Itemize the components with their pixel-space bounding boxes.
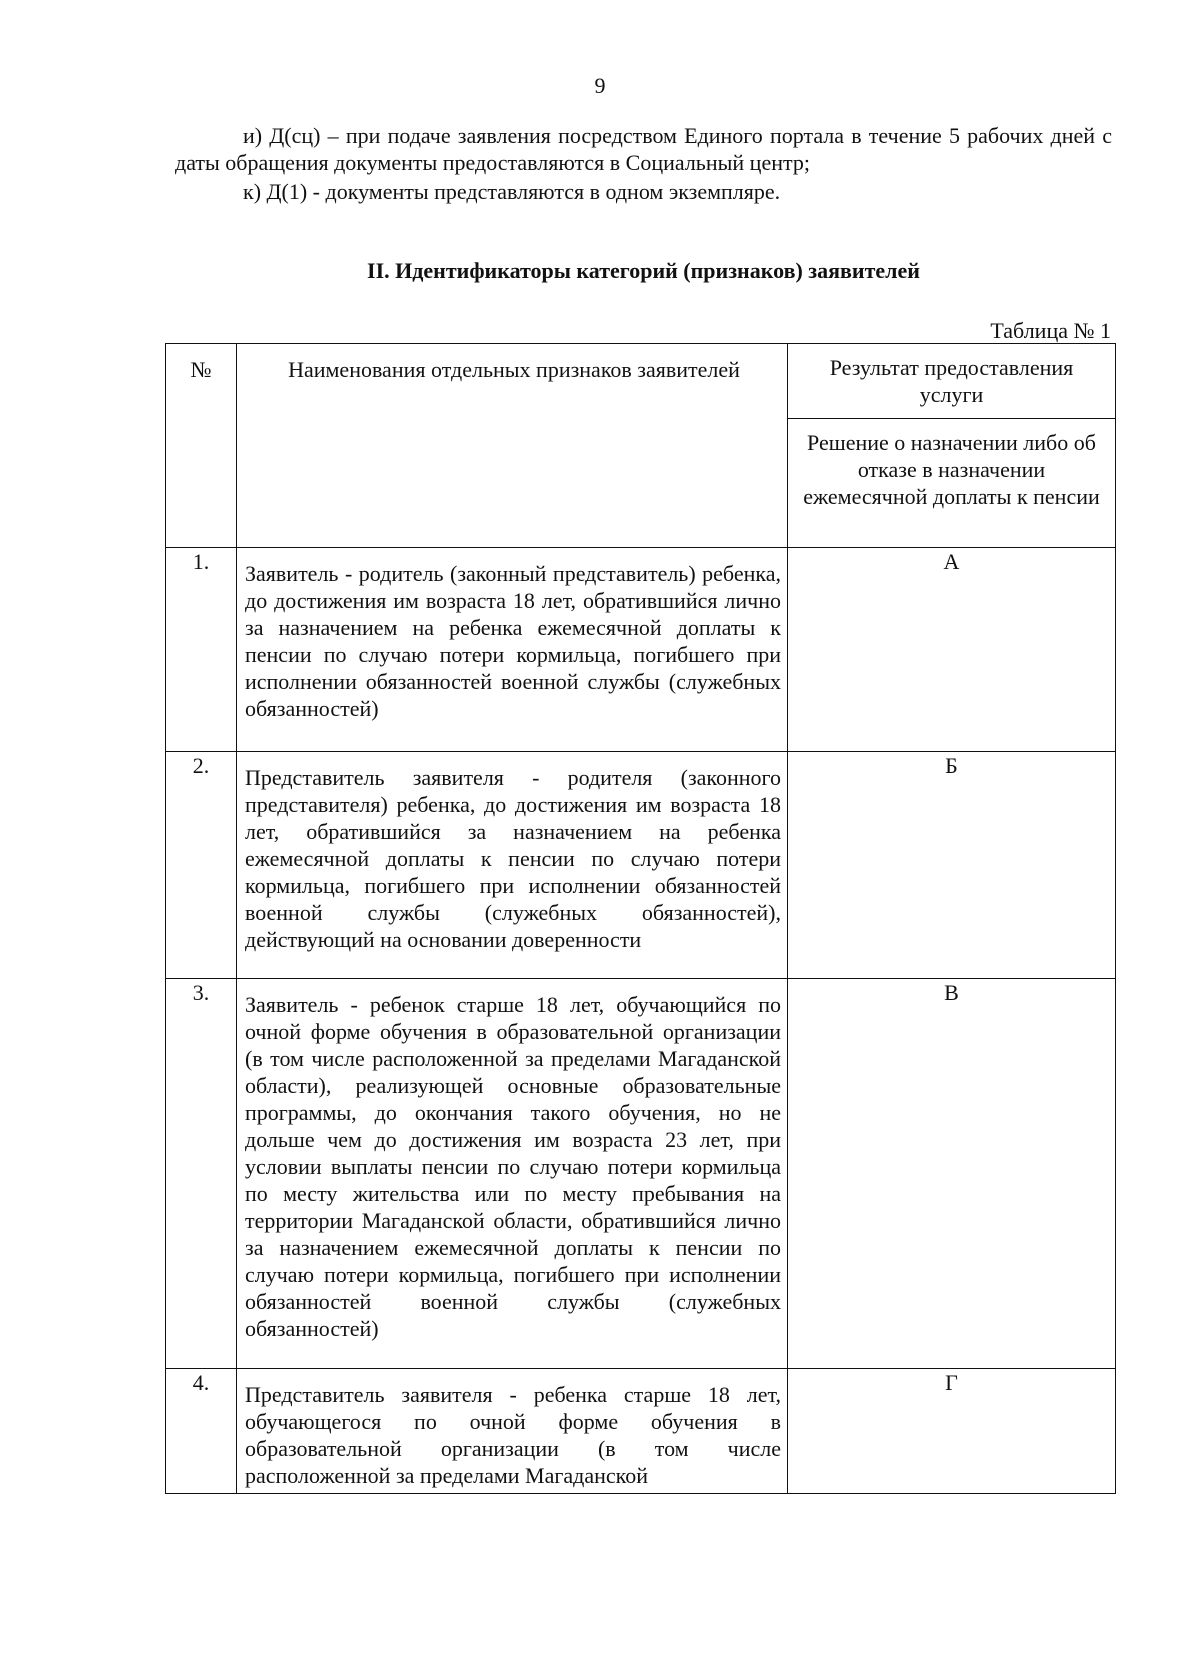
table-row xyxy=(166,752,1116,979)
page-number: 9 xyxy=(594,73,606,98)
applicant-categories-table xyxy=(165,343,1116,1494)
row-code: В xyxy=(788,979,1116,1369)
row-num: 4. xyxy=(166,1369,237,1494)
paragraph-item-i: и) Д(сц) – при подаче заявления посредством Единого портала в течение 5 рабочих дней с даты обращения документы предоставляются в Социальный центр; xyxy=(175,123,1112,175)
paragraph-item-k: к) Д(1) - документы представляются в одном экземпляре. xyxy=(243,179,781,204)
table-header-row xyxy=(166,344,1116,419)
row-code: Г xyxy=(788,1369,1116,1494)
table-row xyxy=(166,1369,1116,1494)
row-code: А xyxy=(788,548,1116,752)
section-heading: II. Идентификаторы категорий (признаков) заявителей xyxy=(367,258,920,283)
row-text: Представитель заявителя - родителя (законного представителя) ребенка, до достижения им возраста 18 лет, обратившийся за назначением на ребенка ежемесячной доплаты к пенсии по случаю потери кормильца, погибшего при исполнении обязанностей военной службы (служебных обязанностей), действующий на основании доверенности xyxy=(237,752,788,979)
table-row xyxy=(166,979,1116,1369)
row-num: 2. xyxy=(166,752,237,979)
row-text: Представитель заявителя - ребенка старше 18 лет, обучающегося по очной форме обучения в образовательной организации (в том числе расположенной за пределами Магаданской xyxy=(237,1369,788,1494)
row-num: 1. xyxy=(166,548,237,752)
header-num: № xyxy=(166,344,237,548)
header-name: Наименования отдельных признаков заявителей xyxy=(237,344,788,548)
row-text: Заявитель - родитель (законный представитель) ребенка, до достижения им возраста 18 лет, обратившийся лично за назначением на ребенка ежемесячной доплаты к пенсии по случаю потери кормильца, погибшего при исполнении обязанностей военной службы (служебных обязанностей) xyxy=(237,548,788,752)
row-num: 3. xyxy=(166,979,237,1369)
table-caption: Таблица № 1 xyxy=(990,318,1111,343)
table-row xyxy=(166,548,1116,752)
header-result-sub: Решение о назначении либо об отказе в назначении ежемесячной доплаты к пенсии xyxy=(788,419,1116,548)
row-code: Б xyxy=(788,752,1116,979)
header-result: Результат предоставления услуги xyxy=(788,344,1116,419)
row-text: Заявитель - ребенок старше 18 лет, обучающийся по очной форме обучения в образовательной организации (в том числе расположенной за пределами Магаданской области), реализующей основные образовательные программы, до окончания такого обучения, но не дольше чем до достижения им возраста 23 лет, при условии выплаты пенсии по случаю потери кормильца по месту жительства или по месту пребывания на территории Магаданской области, обратившийся лично за назначением ежемесячной доплаты к пенсии по случаю потери кормильца, погибшего при исполнении обязанностей военной службы (служебных обязанностей) xyxy=(237,979,788,1369)
